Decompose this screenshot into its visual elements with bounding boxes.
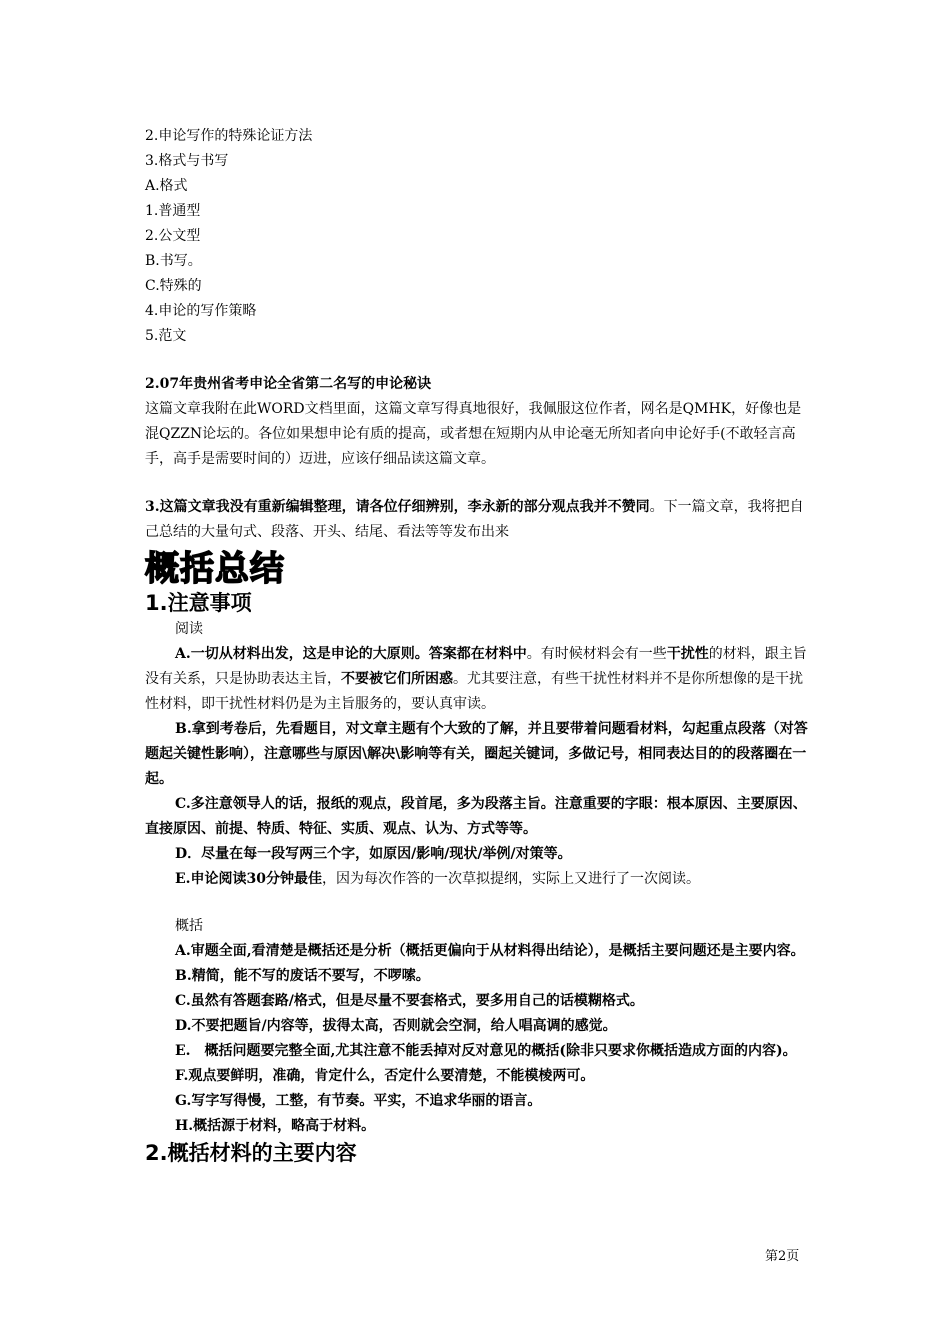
reading-e-bold: E.申论阅读30分钟最佳 (175, 871, 323, 887)
reading-a-bold: 不要被它们所困惑 (341, 671, 453, 687)
reading-a-text: 的材料，跟主旨没有关系，只是协助表达主旨， (145, 646, 807, 687)
list-item: 1.普通型 (145, 203, 201, 219)
reading-item-e (145, 867, 810, 892)
reading-item-c: C.多注意领导人的话，报纸的观点，段首尾，多为段落主旨。注意重要的字眼：根本原因、主要原因、直接原因、前提、特质、特征、实质、观点、认为、方式等等。 (145, 796, 807, 837)
section-3-bold: 3.这篇文章我没有重新编辑整理，请各位仔细辨别，李永新的部分观点我并不赞同 (145, 499, 650, 515)
reading-a-bold: A.一切从材料出发，这是申论的大原则。答案都在材料中 (175, 646, 527, 662)
section-2-title: 2.07年贵州省考申论全省第二名写的申论秘诀 (145, 376, 432, 392)
reading-item-d: D．尽量在每一段写两三个字，如原因/影响/现状/举例/对策等。 (175, 846, 572, 862)
reading-a-text: 。尤其要注意，有些干扰性材料并不是你所想像的是干扰性材料，即干扰性材料仍是为主旨服务的，要认真审读。 (145, 671, 803, 712)
heading-notes: 1.注意事项 (145, 591, 252, 615)
list-item: 3.格式与书写 (145, 153, 229, 169)
summary-item-a: A.审题全面,看清楚是概括还是分析（概括更偏向于从材料得出结论），是概括主要问题还是主要内容。 (175, 943, 805, 959)
summary-item-g: G.写字写得慢，工整，有节奏。平实，不追求华丽的语言。 (175, 1093, 542, 1109)
summary-item-b: B.精简，能不写的废话不要写，不啰嗦。 (175, 968, 430, 984)
summary-label: 概括 (175, 918, 203, 934)
outline-list (145, 124, 810, 349)
section-3-paragraph (145, 495, 810, 545)
list-item: B.书写。 (145, 253, 202, 269)
summary-item-d: D.不要把题旨/内容等，拔得太高，否则就会空洞，给人唱高调的感觉。 (175, 1018, 617, 1034)
list-item: C.特殊的 (145, 278, 202, 294)
section-3-rest: 。下一篇文章，我将把自己总结的大量句式、段落、开头、结尾、看法等等发布出来 (145, 499, 804, 540)
reading-e-text: ，因为每次作答的一次草拟提纲，实际上又进行了一次阅读。 (322, 871, 701, 887)
section-2-body: 这篇文章我附在此WORD文档里面，这篇文章写得真地很好，我佩服这位作者，网名是QMHK，好像也是混QZZN论坛的。各位如果想申论有质的提高，或者想在短期内从申论毫无所知者向申论好手(不敢轻言高手，高手是需要时间的）迈进，应该仔细品读这篇文章。 (145, 401, 802, 467)
list-item: A.格式 (145, 178, 188, 194)
spacer (145, 349, 810, 372)
heading-main-content: 2.概括材料的主要内容 (145, 1141, 357, 1165)
list-item: 4.申论的写作策略 (145, 303, 257, 319)
reading-item-a (145, 642, 810, 717)
page-number: 第2页 (765, 1249, 800, 1264)
reading-label: 阅读 (175, 621, 203, 637)
summary-item-e: E. 概括问题要完整全面,尤其注意不能丢掉对反对意见的概括(除非只要求你概括造成方面的内容)。 (175, 1043, 797, 1059)
reading-a-text: 。有时候材料会有一些 (526, 646, 667, 662)
list-item: 5.范文 (145, 328, 187, 344)
summary-item-c: C.虽然有答题套路/格式，但是尽量不要套格式，要多用自己的话模糊格式。 (175, 993, 644, 1009)
reading-item-b: B.拿到考卷后，先看题目，对文章主题有个大致的了解，并且要带着问题看材料，勾起重点段落（对答题起关键性影响），注意哪些与原因\解决\影响等有关，圈起关键词，多做记号，相同表达目的的段落圈在一起。 (145, 721, 808, 787)
spacer (145, 892, 810, 914)
list-item: 2.申论写作的特殊论证方法 (145, 128, 313, 144)
reading-a-bold: 干扰性 (666, 646, 709, 662)
main-title: 概括总结 (145, 549, 285, 589)
page-content (145, 124, 810, 1167)
list-item: 2.公文型 (145, 228, 201, 244)
summary-item-h: H.概括源于材料，略高于材料。 (175, 1118, 376, 1134)
spacer (145, 472, 810, 495)
summary-item-f: F.观点要鲜明，准确，肯定什么，否定什么要清楚，不能模棱两可。 (175, 1068, 595, 1084)
